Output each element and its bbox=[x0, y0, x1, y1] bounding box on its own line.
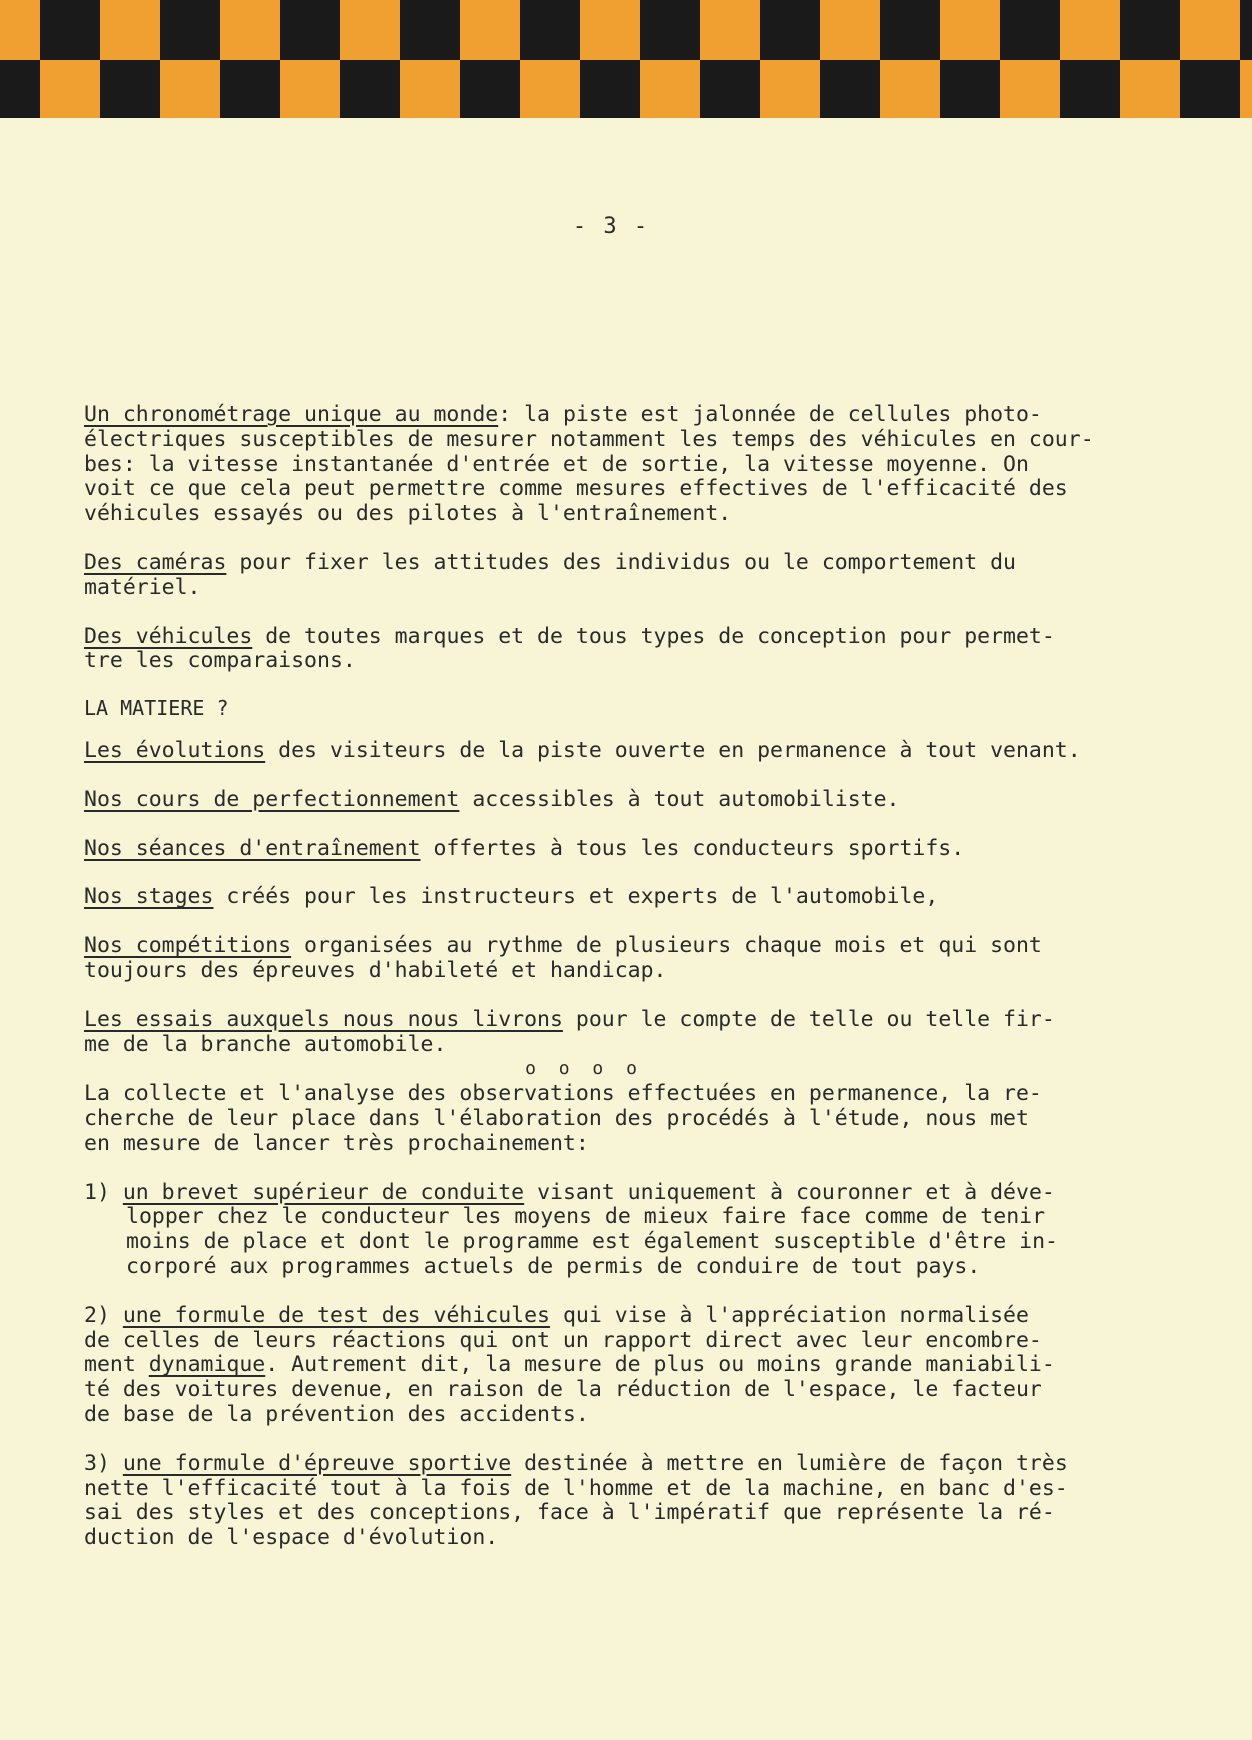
paragraph-cameras bbox=[84, 551, 1159, 601]
text-line: té des voitures devenue, en raison de la réduction de l'espace, le facteur bbox=[84, 1377, 1042, 1403]
paragraph-vehicules bbox=[84, 625, 1159, 675]
page-number: - 3 - bbox=[572, 214, 650, 239]
text-line: pour fixer les attitudes des individus ou le comportement du bbox=[226, 549, 1016, 575]
paragraph-seances bbox=[84, 837, 1159, 862]
text-line: de celles de leurs réactions qui ont un rapport direct avec leur encombre- bbox=[84, 1327, 1042, 1353]
underlined-term: Les évolutions bbox=[84, 737, 266, 763]
text-line: organisées au rythme de plusieurs chaque mois et qui sont bbox=[291, 933, 1042, 959]
text-line: toujours des épreuves d'habileté et handicap. bbox=[84, 957, 667, 983]
text-line: de toutes marques et de tous types de conception pour permet- bbox=[252, 623, 1055, 649]
section-heading: LA MATIERE ? bbox=[84, 696, 229, 721]
list-number: 1) bbox=[84, 1179, 123, 1205]
text-line: tre les comparaisons. bbox=[84, 648, 356, 674]
underlined-term: une formule d'épreuve sportive bbox=[122, 1450, 512, 1476]
underlined-term: Nos stages bbox=[84, 884, 214, 910]
text-line: me de la branche automobile. bbox=[84, 1031, 447, 1057]
list-item-epreuve bbox=[84, 1452, 1159, 1551]
underlined-term: un brevet supérieur de conduite bbox=[122, 1179, 525, 1205]
underlined-term: dynamique bbox=[148, 1352, 266, 1378]
text-line: véhicules essayés ou des pilotes à l'entraînement. bbox=[84, 501, 732, 527]
text-line: sai des styles et des conceptions, face à l'impératif que représente la ré- bbox=[84, 1500, 1055, 1526]
underlined-term: une formule de test des véhicules bbox=[122, 1302, 550, 1328]
text-line: électriques susceptibles de mesurer notamment les temps des véhicules en cour- bbox=[84, 426, 1094, 452]
list-number: 3) bbox=[84, 1450, 123, 1476]
text-line: créés pour les instructeurs et experts de l'automobile, bbox=[213, 884, 939, 910]
underlined-term: Les essais auxquels nous nous livrons bbox=[84, 1006, 563, 1032]
text-line: des visiteurs de la piste ouverte en permanence à tout venant. bbox=[265, 737, 1081, 763]
banner-bottom-checker bbox=[0, 60, 1252, 118]
text-line: visant uniquement à couronner et à déve- bbox=[524, 1179, 1055, 1205]
list-number: 2) bbox=[84, 1302, 123, 1328]
text-line: offertes à tous les conducteurs sportifs. bbox=[420, 835, 965, 861]
text-line: lopper chez le conducteur les moyens de mieux faire face comme de tenir bbox=[126, 1204, 1046, 1230]
paragraph-collecte bbox=[84, 1082, 1159, 1156]
text-line: qui vise à l'appréciation normalisée bbox=[550, 1302, 1029, 1328]
document-body bbox=[84, 403, 1159, 1551]
paragraph-evolutions bbox=[84, 739, 1159, 764]
text-line: : la piste est jalonnée de cellules photo- bbox=[498, 402, 1042, 427]
text-line: moins de place et dont le programme est également susceptible d'être in- bbox=[126, 1229, 1058, 1255]
text-line: voit ce que cela peut permettre comme mesures effectives de l'efficacité des bbox=[84, 476, 1068, 502]
text-line: en mesure de lancer très prochainement: bbox=[84, 1130, 589, 1156]
underlined-term: Nos cours de perfectionnement bbox=[84, 786, 460, 812]
underlined-term: Des caméras bbox=[84, 549, 227, 575]
text-line: matériel. bbox=[84, 574, 201, 600]
underlined-term: Nos séances d'entraînement bbox=[84, 835, 421, 861]
text-line: corporé aux programmes actuels de permis de conduire de tout pays. bbox=[126, 1253, 981, 1279]
text-line: bes: la vitesse instantanée d'entrée et de sortie, la vitesse moyenne. On bbox=[84, 451, 1029, 477]
paragraph-essais bbox=[84, 1008, 1159, 1058]
paragraph-competitions bbox=[84, 934, 1159, 984]
separator-dots: o o o o bbox=[525, 1058, 643, 1080]
text-line: . Autrement dit, la mesure de plus ou moins grande maniabili- bbox=[265, 1352, 1055, 1378]
text-line: duction de l'espace d'évolution. bbox=[84, 1525, 499, 1551]
text-line: cherche de leur place dans l'élaboration des procédés à l'étude, nous met bbox=[84, 1105, 1029, 1131]
text-line: de base de la prévention des accidents. bbox=[84, 1401, 589, 1427]
text-line: ment bbox=[84, 1352, 149, 1378]
paragraph-chronometrage bbox=[84, 403, 1159, 527]
text-line: accessibles à tout automobiliste. bbox=[459, 786, 900, 812]
underlined-term: Un chronométrage unique au monde bbox=[84, 402, 499, 427]
underlined-term: Des véhicules bbox=[84, 623, 253, 649]
paragraph-stages bbox=[84, 885, 1159, 910]
text-line: pour le compte de telle ou telle fir- bbox=[562, 1006, 1055, 1032]
list-item-test bbox=[84, 1304, 1159, 1428]
text-line: destinée à mettre en lumière de façon très bbox=[511, 1450, 1068, 1476]
banner-top-checker bbox=[0, 0, 1252, 60]
list-item-brevet bbox=[84, 1181, 1159, 1280]
underlined-term: Nos compétitions bbox=[84, 933, 292, 959]
checkered-banner bbox=[0, 0, 1252, 118]
text-line: nette l'efficacité tout à la fois de l'homme et de la machine, en banc d'es- bbox=[84, 1475, 1068, 1501]
paragraph-cours bbox=[84, 788, 1159, 813]
text-line: La collecte et l'analyse des observations effectuées en permanence, la re- bbox=[84, 1081, 1042, 1107]
